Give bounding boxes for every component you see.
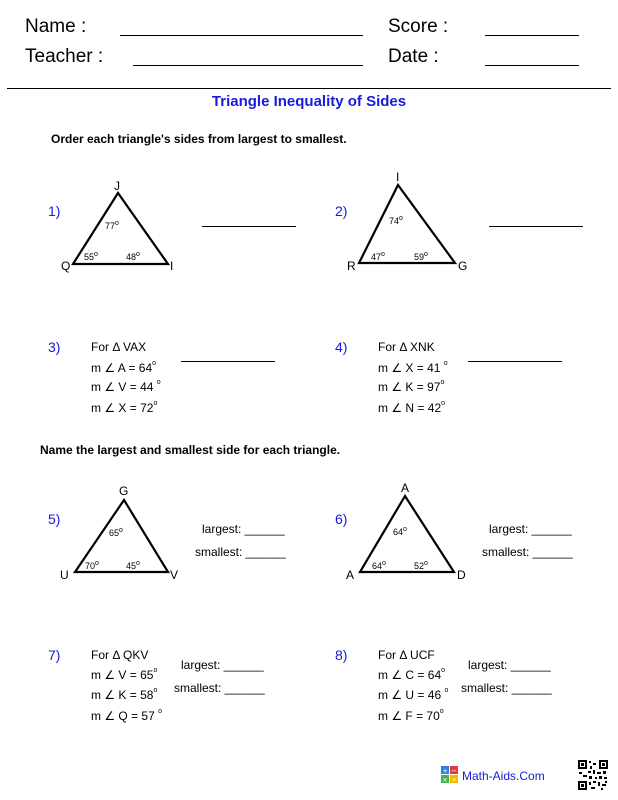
angle-measure-text: m ∠ K = 97 xyxy=(378,380,441,394)
angle-label: 74$^o$ xyxy=(389,215,403,226)
triangle-name: For Δ UCF xyxy=(378,648,435,662)
date-label: Date : xyxy=(388,46,439,67)
smallest-field[interactable]: smallest: ______ xyxy=(174,681,265,695)
angle-measure: m ∠ $A = 64^o$ xyxy=(91,360,157,375)
section2-instruction: Name the largest and smallest side for each triangle. xyxy=(40,443,341,457)
angle-value: 59 xyxy=(414,252,425,262)
problem-4-number: 4) xyxy=(335,339,348,355)
largest-field[interactable]: largest: ______ xyxy=(181,658,264,672)
angle-value: 55 xyxy=(84,252,95,262)
angle-measure-text: m ∠ Q = 57 xyxy=(91,709,159,723)
angle-value: 47 xyxy=(371,252,382,262)
angle-label: 55$^o$ xyxy=(84,251,98,262)
angle-measure: m ∠ $N = 42^o$ xyxy=(378,400,446,415)
angle-label: 64$^o$ xyxy=(393,526,407,537)
vertex-label: A xyxy=(401,481,410,495)
smallest-field[interactable]: smallest: ______ xyxy=(195,545,286,559)
vertex-label: I xyxy=(396,170,400,184)
brand-name[interactable]: Math-Aids.Com xyxy=(462,769,545,783)
largest-field[interactable]: largest: ______ xyxy=(202,522,285,536)
svg-text:+: + xyxy=(442,767,448,775)
angle-label: 48$^o$ xyxy=(126,251,140,262)
svg-text:÷: ÷ xyxy=(451,776,457,784)
angle-measure: m ∠ $K = 58^o$ xyxy=(91,687,158,702)
angle-measure: m ∠ X = 41 $^o$ xyxy=(378,360,448,375)
angle-value: 70 xyxy=(85,561,96,571)
angle-measure: m ∠ $V = 65^o$ xyxy=(91,667,158,682)
angle-value: 52 xyxy=(414,561,425,571)
problem-2-number: 2) xyxy=(335,203,348,219)
angle-measure: m ∠ $X = 72^o$ xyxy=(91,400,158,415)
svg-text:−: − xyxy=(451,767,457,775)
angle-value: 77 xyxy=(105,221,116,231)
angle-label: 45$^o$ xyxy=(126,560,140,571)
angle-value: 64 xyxy=(393,527,404,537)
page-title: Triangle Inequality of Sides xyxy=(211,93,407,110)
angle-measure-text: m ∠ V = 44 xyxy=(91,380,157,394)
largest-field[interactable]: largest: ______ xyxy=(489,522,572,536)
teacher-label: Teacher : xyxy=(25,46,104,67)
problem-7-number: 7) xyxy=(48,647,61,663)
smallest-field[interactable]: smallest: ______ xyxy=(461,681,552,695)
name-label: Name : xyxy=(25,16,87,37)
vertex-label: V xyxy=(170,568,179,582)
vertex-label: I xyxy=(170,259,174,273)
svg-text:×: × xyxy=(442,776,448,784)
angle-value: 74 xyxy=(389,216,400,226)
vertex-label: G xyxy=(119,484,129,498)
angle-value: 64 xyxy=(372,561,383,571)
triangle-name: For Δ VAX xyxy=(91,340,147,354)
angle-measure-text: m ∠ V = 65 xyxy=(91,668,154,682)
problem-5-number: 5) xyxy=(48,511,61,527)
angle-measure-text: m ∠ X = 41 xyxy=(378,361,444,375)
angle-measure: m ∠ Q = 57 $^o$ xyxy=(91,708,163,723)
largest-field[interactable]: largest: ______ xyxy=(468,658,551,672)
angle-label: 64$^o$ xyxy=(372,560,386,571)
angle-label: 77$^o$ xyxy=(105,220,119,231)
angle-label: 70$^o$ xyxy=(85,560,99,571)
angle-measure: m ∠ $K = 97^o$ xyxy=(378,379,445,394)
angle-label: 52$^o$ xyxy=(414,560,428,571)
angle-label: 65$^o$ xyxy=(109,527,123,538)
angle-value: 48 xyxy=(126,252,137,262)
triangle-name: For Δ XNK xyxy=(378,340,435,354)
angle-measure: m ∠ $C = 64^o$ xyxy=(378,667,446,682)
angle-label: 59$^o$ xyxy=(414,251,428,262)
triangle-name: For Δ QKV xyxy=(91,648,149,662)
smallest-field[interactable]: smallest: ______ xyxy=(482,545,573,559)
angle-measure-text: m ∠ F = 70 xyxy=(378,709,440,723)
angle-measure: m ∠ U = 46 $^o$ xyxy=(378,687,449,702)
angle-value: 65 xyxy=(109,528,120,538)
angle-value: 45 xyxy=(126,561,137,571)
vertex-label: D xyxy=(457,568,466,582)
angle-measure-text: m ∠ K = 58 xyxy=(91,688,154,702)
angle-label: 47$^o$ xyxy=(371,251,385,262)
vertex-label: Q xyxy=(61,259,71,273)
angle-measure-text: m ∠ X = 72 xyxy=(91,401,154,415)
vertex-label: A xyxy=(346,568,355,582)
angle-measure: m ∠ $F = 70^o$ xyxy=(378,708,444,723)
score-label: Score : xyxy=(388,16,449,37)
section1-instruction: Order each triangle's sides from largest to smallest. xyxy=(51,132,347,146)
problem-1-number: 1) xyxy=(48,203,61,219)
angle-measure: m ∠ V = 44 $^o$ xyxy=(91,379,161,394)
problem-3-number: 3) xyxy=(48,339,61,355)
vertex-label: J xyxy=(114,179,120,193)
problem-8-number: 8) xyxy=(335,647,348,663)
angle-measure-text: m ∠ A = 64 xyxy=(91,361,153,375)
qr-code-icon xyxy=(578,760,608,790)
vertex-label: U xyxy=(60,568,69,582)
problem-6-number: 6) xyxy=(335,511,348,527)
angle-measure-text: m ∠ C = 64 xyxy=(378,668,442,682)
calculator-logo-icon xyxy=(441,766,459,784)
angle-measure-text: m ∠ U = 46 xyxy=(378,688,445,702)
vertex-label: G xyxy=(458,259,468,273)
angle-measure-text: m ∠ N = 42 xyxy=(378,401,442,415)
vertex-label: R xyxy=(347,259,356,273)
